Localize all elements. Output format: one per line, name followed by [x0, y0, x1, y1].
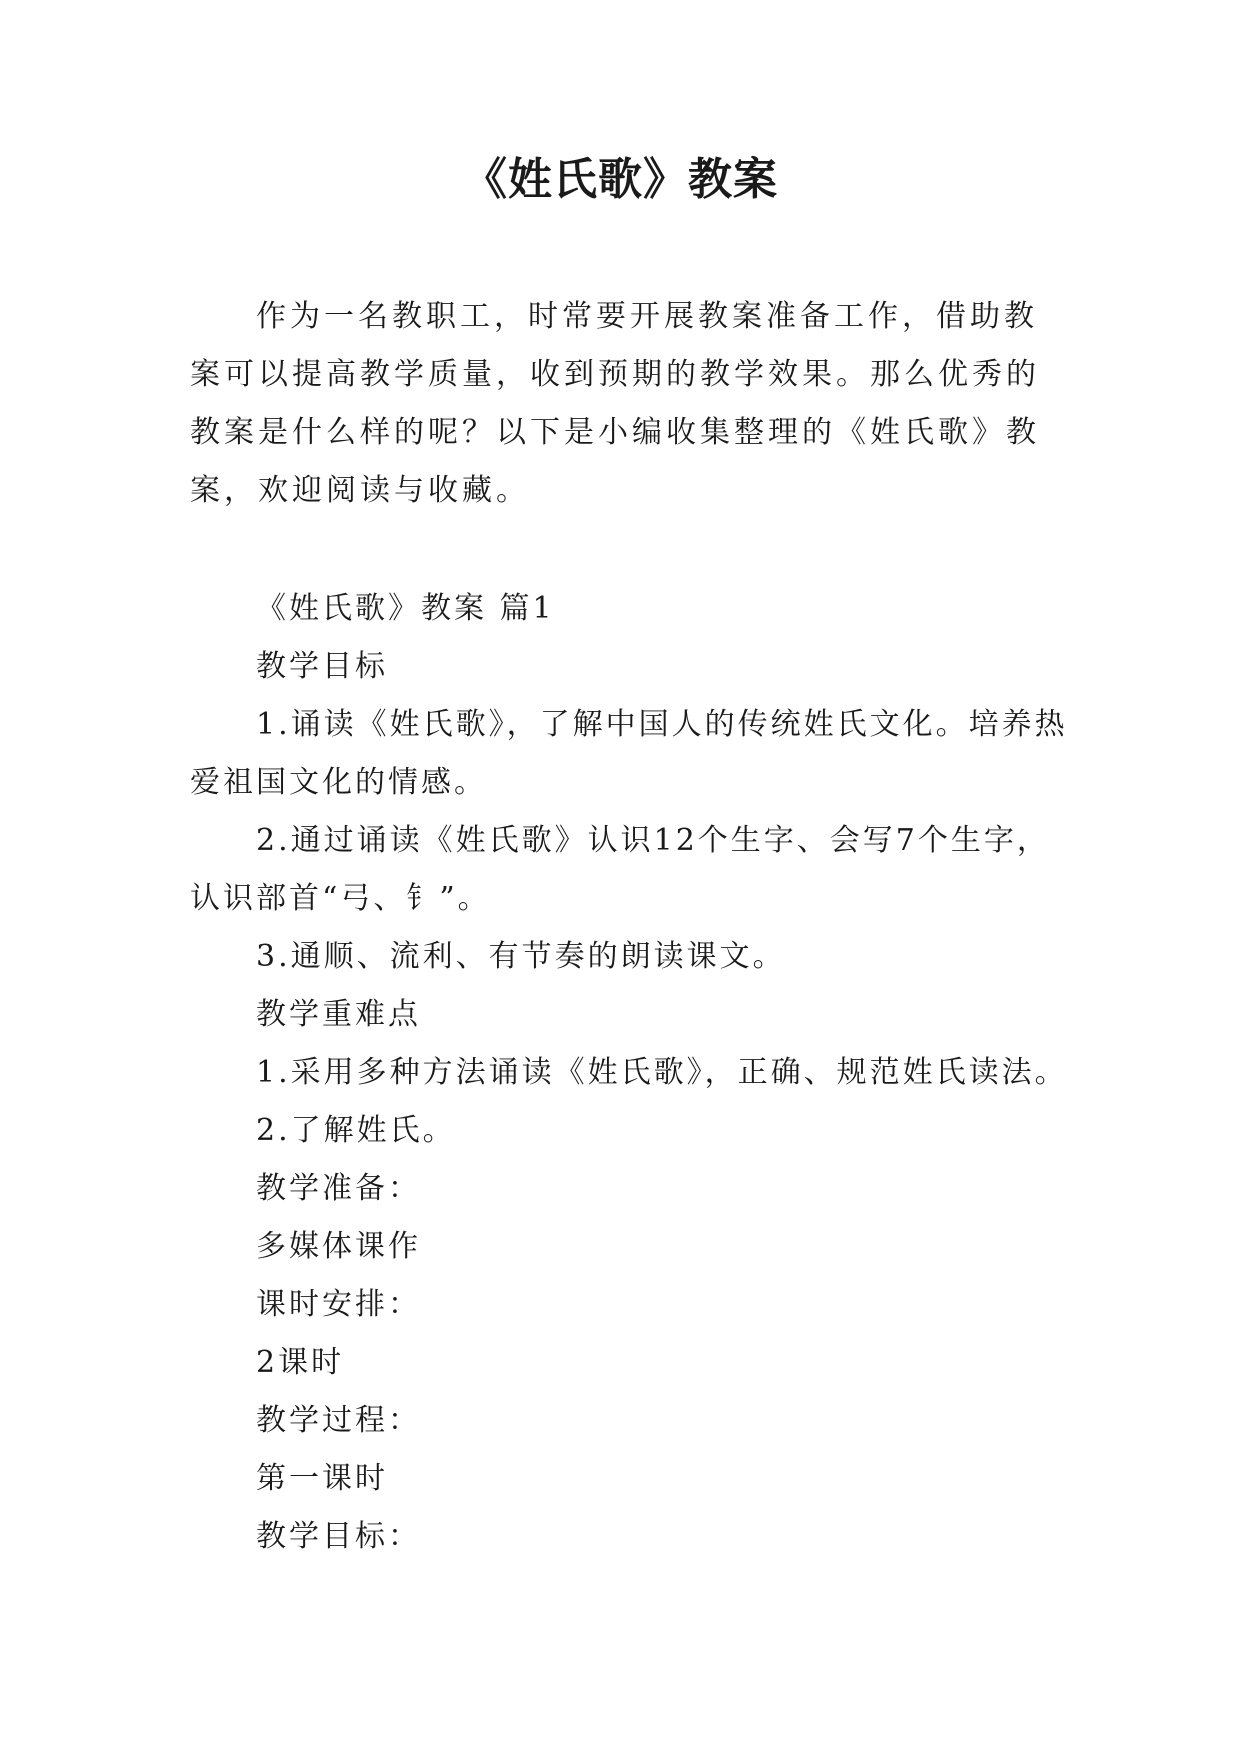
goal-item-2: 2.通过诵读《姓氏歌》认识12个生字、会写7个生字，认识部首“弓、钅”。: [190, 823, 1050, 916]
subheading-key-points: 教学重难点: [256, 997, 421, 1032]
document-title: 《姓氏歌》教案: [463, 154, 778, 205]
goal-item-3: 3.通顺、流利、有节奏的朗读课文。: [256, 939, 786, 974]
goal-item-1: 1.诵读《姓氏歌》，了解中国人的传统姓氏文化。培养热爱祖国文化的情感。: [190, 707, 1068, 800]
subheading-schedule: 课时安排：: [256, 1287, 421, 1322]
schedule-text: 2课时: [256, 1345, 345, 1380]
key-point-item-2: 2.了解姓氏。: [256, 1113, 456, 1148]
section-heading: 《姓氏歌》教案 篇1: [256, 591, 555, 626]
document-body: [190, 580, 1075, 1566]
subheading-process: 教学过程：: [256, 1403, 421, 1438]
intro-paragraph: 作为一名教职工，时常要开展教案准备工作，借助教案可以提高教学质量，收到预期的教学效果。那么优秀的教案是什么样的呢？以下是小编收集整理的《姓氏歌》教案，欢迎阅读与收藏。: [190, 299, 1040, 508]
preparation-text: 多媒体课作: [256, 1229, 421, 1264]
first-lesson-heading: 第一课时: [256, 1461, 388, 1496]
subheading-preparation: 教学准备：: [256, 1171, 421, 1206]
first-lesson-goals-heading: 教学目标：: [256, 1519, 421, 1554]
subheading-teaching-goals: 教学目标: [256, 649, 388, 684]
key-point-item-1: 1.采用多种方法诵读《姓氏歌》，正确、规范姓氏读法。: [256, 1055, 1068, 1090]
